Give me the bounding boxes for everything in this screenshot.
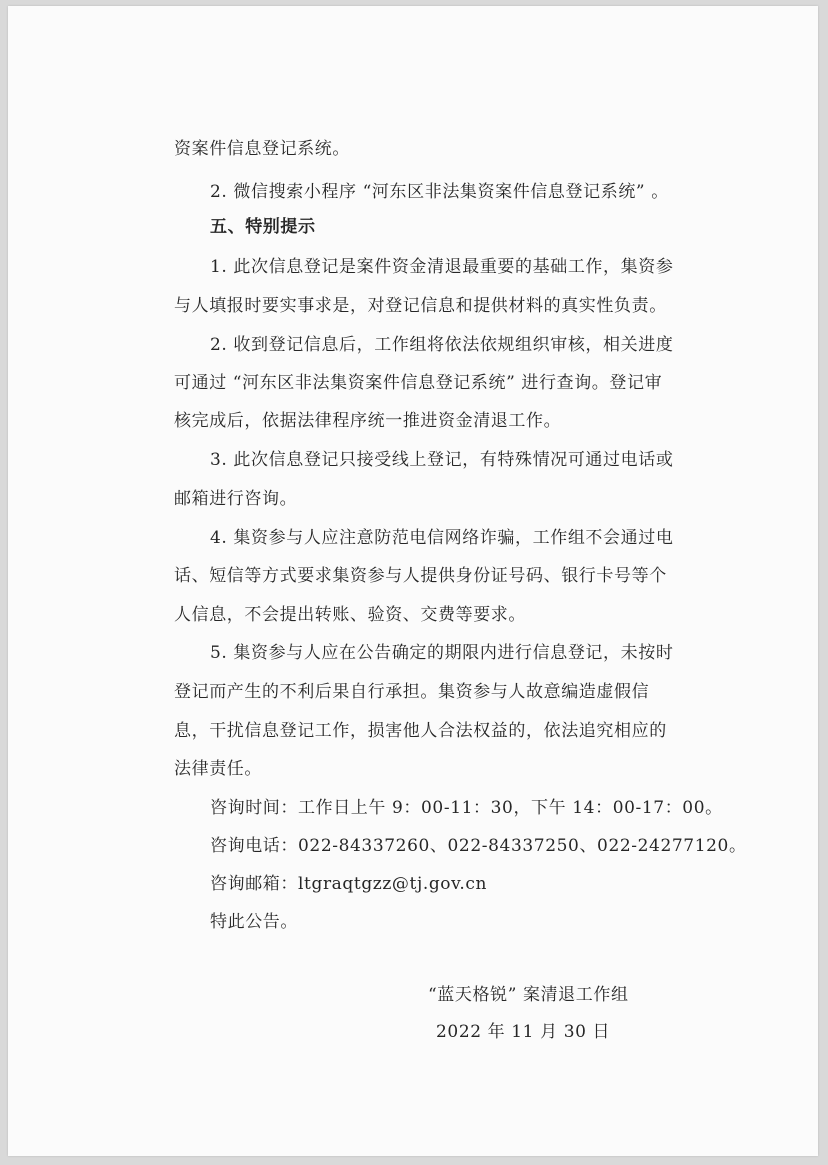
text-line: 核完成后，依据法律程序统一推进资金清退工作。 <box>174 411 562 431</box>
closing-text: 特此公告。 <box>210 912 298 932</box>
contact-email: 咨询邮箱：ltgraqtgzz@tj.gov.cn <box>210 874 488 894</box>
text-line: 人信息，不会提出转账、验资、交费等要求。 <box>174 605 526 625</box>
text-line: 4. 集资参与人应注意防范电信网络诈骗，工作组不会通过电 <box>210 528 674 548</box>
text-line: 3. 此次信息登记只接受线上登记，有特殊情况可通过电话或 <box>210 450 674 470</box>
section-heading: 五、特别提示 <box>210 217 316 237</box>
signature-org: “蓝天格锐” 案清退工作组 <box>428 985 629 1005</box>
text-line: 息，干扰信息登记工作，损害他人合法权益的，依法追究相应的 <box>174 721 667 741</box>
text-line: 5. 集资参与人应在公告确定的期限内进行信息登记，未按时 <box>210 643 674 663</box>
contact-time: 咨询时间：工作日上午 9：00-11：30，下午 14：00-17：00。 <box>210 798 723 818</box>
text-line: 邮箱进行咨询。 <box>174 489 298 509</box>
text-line: 与人填报时要实事求是，对登记信息和提供材料的真实性负责。 <box>174 296 667 316</box>
text-line: 可通过 “河东区非法集资案件信息登记系统” 进行查询。登记审 <box>174 373 663 393</box>
signature-date: 2022 年 11 月 30 日 <box>436 1022 611 1042</box>
text-line: 话、短信等方式要求集资参与人提供身份证号码、银行卡号等个 <box>174 566 667 586</box>
text-line: 2. 微信搜索小程序 “河东区非法集资案件信息登记系统” 。 <box>210 182 669 202</box>
document-page <box>8 6 818 1156</box>
text-line: 2. 收到登记信息后，工作组将依法依规组织审核，相关进度 <box>210 335 674 355</box>
contact-phone: 咨询电话：022-84337260、022-84337250、022-24277120。 <box>210 836 747 856</box>
text-line: 法律责任。 <box>174 759 262 779</box>
text-line: 1. 此次信息登记是案件资金清退最重要的基础工作，集资参 <box>210 257 674 277</box>
text-line: 资案件信息登记系统。 <box>174 139 350 159</box>
text-line: 登记而产生的不利后果自行承担。集资参与人故意编造虚假信 <box>174 682 650 702</box>
